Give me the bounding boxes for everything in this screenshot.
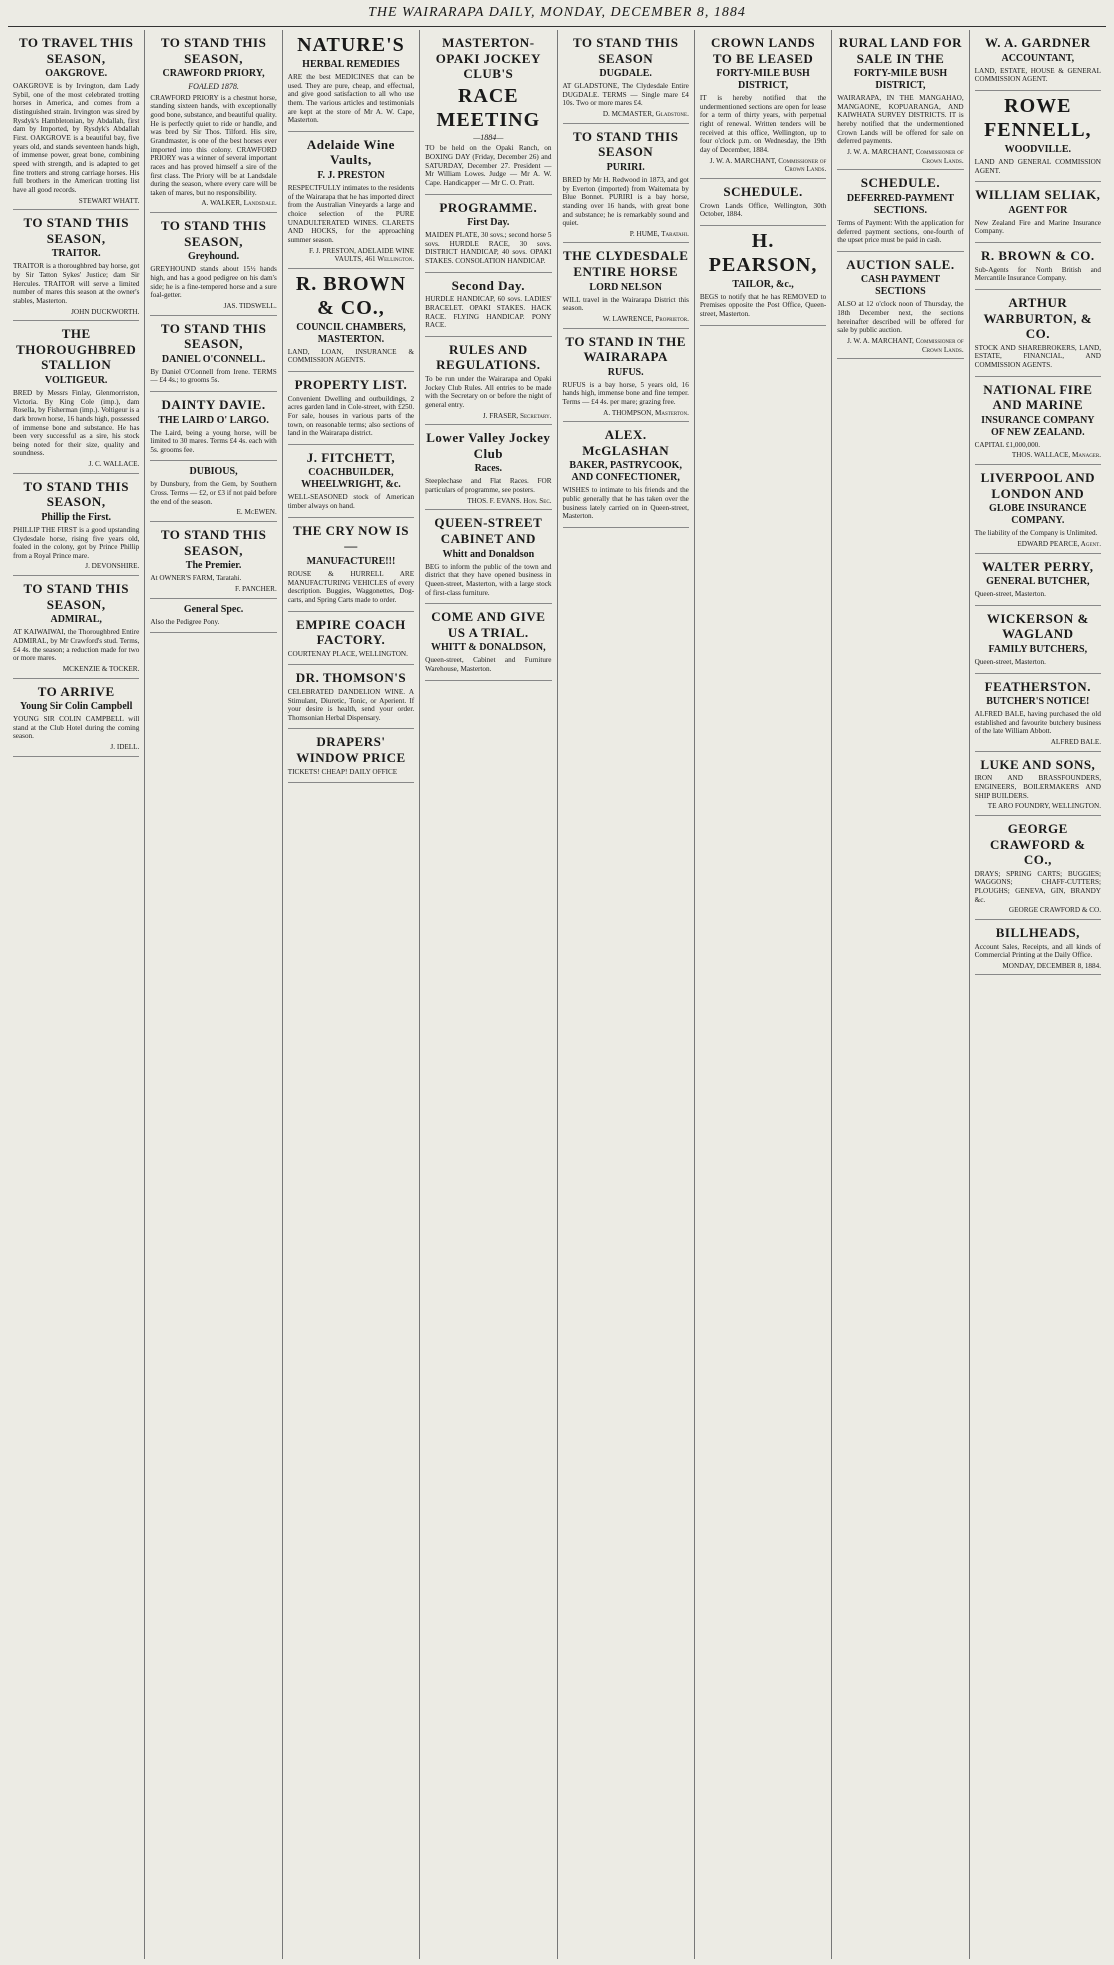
ad-body-text: CELEBRATED DANDELION WINE. A Stimulant, Diuretic, Tonic, or Aperient. If your desire is health, send your order. Thomsonian Herbal Dispensary. — [287, 687, 415, 722]
ad-heading: MASTERTON-OPAKI JOCKEY CLUB'S — [435, 35, 541, 82]
ad-body-text: Queen-street, Cabinet and Furniture Warehouse, Masterton. — [425, 656, 552, 673]
ad-signature: J. C. WALLACE. — [88, 460, 140, 469]
ad-subheading: WHITT & DONALDSON, — [431, 642, 546, 654]
ad-heading: DRAPERS' WINDOW PRICE — [296, 734, 406, 766]
advertisement — [288, 372, 414, 445]
ad-subheading: MANUFACTURE!!! — [306, 555, 396, 567]
advertisement — [13, 474, 139, 576]
advertisement — [288, 269, 414, 372]
ad-body-text: by Dunsbury, from the Gem, by Southern Cross. Terms — £2, or £3 if not paid before the end of the season. — [150, 480, 277, 506]
ad-heading: NATIONAL FIRE AND MARINE — [983, 381, 1093, 413]
advertisement — [563, 329, 689, 423]
ad-signature: TE ARO FOUNDRY, WELLINGTON. — [987, 802, 1101, 811]
ad-display-title: H. PEARSON, — [708, 229, 818, 276]
ad-subheading: General Spec. — [183, 603, 244, 615]
ad-signature: E. McEWEN. — [236, 508, 277, 517]
ad-body-text: DRAYS; SPRING CARTS; BUGGIES; WAGGONS; CHAFF-CUTTERS; PLOUGHS; GENEVA, GIN, BRANDY &c. — [974, 869, 1101, 904]
advertisement — [700, 30, 826, 179]
ad-subheading: LORD NELSON — [589, 281, 662, 293]
ad-body-text: Steeplechase and Flat Races. FOR particulars of programme, see posters. — [425, 477, 552, 495]
ad-signature: EDWARD PEARCE, Agent. — [1017, 539, 1101, 548]
ad-subheading: ACCOUNTANT, — [1001, 52, 1075, 64]
ad-body-text: Convenient Dwelling and outbuildings, 2 acres garden land in Cole-street, with £250. For sale, houses in various parts of the town, on reasonable terms; also sections of land in the Wairarapa district. — [287, 394, 415, 438]
advertisement — [563, 422, 689, 528]
ad-body-text: New Zealand Fire and Marine Insurance Company. — [974, 218, 1101, 236]
ad-heading: R. BROWN & CO. — [981, 248, 1095, 264]
advertisement — [837, 170, 963, 252]
ad-signature: J. DEVONSHIRE. — [85, 562, 140, 571]
ad-subheading: INSURANCE COMPANY OF NEW ZEALAND. — [981, 414, 1095, 438]
ad-subheading: DANIEL O'CONNELL. — [161, 353, 266, 365]
advertisement — [288, 729, 414, 783]
advertisement — [975, 816, 1101, 920]
advertisement — [563, 30, 689, 124]
ad-signature: W. LAWRENCE, Proprietor. — [602, 314, 689, 323]
ad-heading: TO ARRIVE — [37, 683, 115, 699]
ad-body-text: CRAWFORD PRIORY is a chestnut horse, standing sixteen hands, with exceptionally good bone, substance, and beautiful quality. He is perfectly quiet to ride or handle, and was bred by Sir Thos. Tilford. His sire, Grandmaster, is one of the best horses ever imported into this colony. CRAWFORD PRIORY was a winner of several important races and has proved himself a sire of the first class. The Priory will be at Landsdale during the season, where every care will be taken of mares, but no responsibility. — [150, 93, 277, 197]
ad-heading: TO STAND THIS SEASON, — [23, 581, 129, 612]
ad-heading: SCHEDULE. — [723, 183, 803, 199]
advertisement — [975, 920, 1101, 976]
ad-heading: RURAL LAND FOR SALE IN THE — [838, 35, 963, 66]
ad-body-text: AT GLADSTONE, The Clydesdale Entire DUGDALE. TERMS — Single mare £4 10s. Two or more mares £4. — [562, 82, 689, 108]
advertisement — [288, 665, 414, 729]
column-4 — [420, 30, 557, 1959]
advertisement — [975, 606, 1101, 674]
ad-body-text: YOUNG SIR COLIN CAMPBELL will stand at the Club Hotel during the coming season. — [13, 715, 140, 741]
ad-body-text: BRED by Mr H. Redwood in 1873, and got by Everton (imported) from Waitemata by Blue Bonnet. PURIRI is a bay horse, standing over 16 hands, with great bone and substance; he is remarkably sound and quiet. — [562, 175, 689, 228]
ad-signature: ALFRED BALE. — [1050, 738, 1101, 747]
ad-heading: WILLIAM SELIAK, — [975, 187, 1101, 203]
ad-body-text: IT is hereby notified that the undermentioned sections are open for lease for a term of thirty years, with perpetual right of renewal. Written tenders will be received at this office, Wellington, up to four o'clock p.m. on Wednesday, the 19th day of December, 1884. — [699, 94, 827, 155]
advertisement — [288, 612, 414, 666]
ad-display-title: ROWE FENNELL, — [984, 94, 1092, 141]
ad-body-text: BRED by Messrs Finlay, Glenmorriston, Victoria. By King Cole (imp.), dam Rosella, by Fisherman (imp.). Voltigeur is a dark brown horse, 16 hands high, possessed of immense bone and substance. He has been very successful as a sire, his stock being noted for their size, quality and soundness. — [13, 388, 140, 458]
advertisement — [288, 132, 414, 269]
ad-heading: ARTHUR WARBURTON, & CO. — [983, 294, 1093, 342]
advertisement — [975, 182, 1101, 243]
advertisement — [150, 461, 276, 522]
ad-heading: COME AND GIVE US A TRIAL. — [431, 609, 546, 640]
ad-subheading: Phillip the First. — [41, 511, 112, 523]
ad-signature: J. IDELL. — [110, 743, 140, 752]
advertisement — [700, 226, 826, 326]
ad-heading: TO STAND IN THE WAIRARAPA — [565, 333, 686, 365]
ad-subheading: FORTY-MILE BUSH DISTRICT, — [853, 68, 948, 92]
ad-subheading: GLOBE INSURANCE COMPANY. — [989, 503, 1087, 527]
ad-body-text: BEG to inform the public of the town and district that they have opened business in Queen-street, Masterton, with a large stock of first-class furniture. — [425, 562, 552, 597]
ad-heading: DR. THOMSON'S — [295, 670, 407, 686]
ad-heading: WICKERSON & WAGLAND — [986, 610, 1089, 642]
advertisement — [150, 599, 276, 634]
ad-subheading: DUBIOUS, — [189, 466, 238, 478]
ad-body-text: IRON AND BRASSFOUNDERS, ENGINEERS, BOILERMAKERS AND SHIP BUILDERS. — [974, 774, 1101, 800]
column-5 — [558, 30, 695, 1959]
ad-heading: DAINTY DAVIE. — [161, 396, 266, 412]
ad-signature: J. W. A. MARCHANT, Commissioner of Crown Lands. — [847, 148, 964, 165]
ad-body-text: AT KAIWAIWAI, the Thoroughbred Entire ADMIRAL, by Mr Crawford's stud. Terms, £4 4s. the season; a reduction made for two or more mares. — [13, 628, 140, 663]
ad-subheading: RUFUS. — [607, 366, 644, 378]
ad-subheading: F. J. PRESTON — [317, 170, 385, 182]
ad-subheading: DEFERRED-PAYMENT SECTIONS. — [846, 192, 955, 216]
advertisement — [563, 243, 689, 328]
ad-body-text: WILL travel in the Wairarapa District this season. — [562, 295, 689, 313]
ad-note: —1884— — [473, 132, 504, 142]
advertisement — [975, 290, 1101, 377]
ad-body-text: TO be held on the Opaki Ranch, on BOXING DAY (Friday, December 26) and SATURDAY, December 27. President — Mr William Lowes. Judge — Mr A. W. Cape. Handicapper — Mr C. O. Pratt. — [425, 144, 552, 187]
advertisement — [975, 243, 1101, 290]
ad-body-text: BEGS to notify that he has REMOVED to Premises opposite the Post Office, Queen-street, Masterton. — [699, 292, 827, 319]
ad-body-text: ALSO at 12 o'clock noon of Thursday, the 18th December next, the sections hereinafter described will be offered for sale by public auction. — [837, 300, 964, 335]
advertisement — [425, 425, 551, 510]
ad-body-text: TICKETS! CHEAP! DAILY OFFICE — [287, 767, 398, 776]
ad-subheading: ADMIRAL, — [50, 614, 102, 626]
ad-subheading: PURIRI. — [606, 161, 645, 173]
ad-heading: RULES AND REGULATIONS. — [436, 341, 541, 373]
ad-body-text: WAIRARAPA, IN THE MANGAHAO, MANGAONE, KOPUARANGA, AND KAIWHATA SURVEY DISTRICTS. IT is hereby notified that the undermentioned Crown Lands will be offered for sale on deferred payments. — [837, 94, 964, 146]
advertisement — [288, 30, 414, 132]
column-2 — [145, 30, 282, 1959]
ad-signature: JAS. TIDSWELL. — [223, 301, 277, 310]
ad-signature: THOS. F. EVANS. Hon. Sec. — [467, 496, 552, 505]
advertisement — [13, 210, 139, 321]
advertisement — [13, 30, 139, 210]
ad-heading: TO STAND THIS SEASON, — [160, 527, 267, 558]
ad-signature: D. MCMASTER, Gladstone. — [602, 110, 689, 119]
ad-signature: F. J. PRESTON, ADELAIDE WINE VAULTS, 461 Wellington. — [308, 246, 415, 264]
ad-display-title: R. BROWN & CO., — [295, 272, 407, 319]
advertisement — [425, 604, 551, 680]
ad-body-text: Crown Lands Office, Wellington, 30th October, 1884. — [699, 201, 827, 219]
ad-body-text: The liability of the Company is Unlimited. — [974, 529, 1098, 538]
advertisement — [837, 252, 963, 359]
ad-signature: J. FRASER, Secretary. — [482, 411, 552, 420]
ad-body-text: STOCK AND SHAREBROKERS, LAND, ESTATE, FINANCIAL, AND COMMISSION AGENTS. — [974, 343, 1101, 369]
ad-heading: TO STAND THIS SEASON, — [160, 320, 267, 352]
ad-signature: JOHN DUCKWORTH. — [71, 307, 140, 316]
ad-body-text: TRAITOR is a thoroughbred bay horse, got by Sir Tatton Sykes' Justice; dam Sir Hercules. TRAITOR will serve a limited number of mares this season at the owner's stables, Masterton. — [13, 262, 140, 305]
advertisement — [425, 337, 551, 425]
ad-subheading: Races. — [474, 463, 503, 475]
advertisement — [975, 91, 1101, 182]
ad-subheading: BAKER, PASTRYCOOK, AND CONFECTIONER, — [569, 460, 682, 484]
advertisement — [425, 510, 551, 604]
ad-subheading: THE LAIRD O' LARGO. — [158, 414, 269, 426]
advertisement — [975, 674, 1101, 752]
masthead — [8, 0, 1106, 27]
ad-heading: THE CLYDESDALE ENTIRE HORSE — [563, 248, 689, 280]
advertisement — [563, 124, 689, 244]
ad-subheading: COUNCIL CHAMBERS, MASTERTON. — [296, 321, 406, 345]
ad-body-text: At OWNER'S FARM, Taratahi. — [150, 574, 242, 583]
ad-body-text: Terms of Payment: With the application for deferred payment sections, one-fourth of the upset price must be paid in cash. — [837, 218, 964, 245]
ad-heading: FEATHERSTON. — [984, 678, 1091, 694]
ad-body-text: LAND, ESTATE, HOUSE & GENERAL COMMISSION AGENT. — [974, 66, 1101, 84]
ad-signature: A. THOMPSON, Masterton. — [603, 408, 689, 417]
advertisement — [425, 195, 551, 273]
ad-heading: TO STAND THIS SEASON — [572, 35, 679, 66]
ad-heading: SCHEDULE. — [860, 175, 941, 191]
column-7 — [832, 30, 969, 1959]
ad-subheading: HERBAL REMEDIES — [302, 59, 400, 70]
ad-body-text: RESPECTFULLY intimates to the residents of the Wairarapa that he has imported direct from the Australian Vineyards a large and choice selection of the PURE UNADULTERATED WINES. CLARETS AND HOCKS, for the approaching summer season. — [287, 184, 415, 244]
ad-heading: Adelaide Wine Vaults, — [306, 136, 395, 168]
ad-subheading: AGENT FOR — [1008, 204, 1068, 216]
ad-display-title: RACE MEETING — [436, 84, 541, 131]
ad-heading: Second Day. — [451, 277, 526, 293]
columns — [8, 30, 1106, 1959]
ad-heading: TO STAND THIS SEASON, — [23, 478, 129, 510]
ad-heading: EMPIRE COACH FACTORY. — [296, 616, 406, 648]
ad-body-text: RUFUS is a bay horse, 5 years old, 16 hands high, immense bone and fine temper. Terms — £4 4s. per mare; grazing free. — [562, 380, 689, 406]
ad-subheading: COACHBUILDER, WHEELWRIGHT, &c. — [301, 467, 401, 491]
ad-heading: TO STAND THIS SEASON, — [160, 35, 267, 66]
masthead-title: THE WAIRARAPA DAILY, MONDAY, DECEMBER 8, 1884 — [368, 5, 746, 20]
ad-heading: LUKE AND SONS, — [980, 756, 1096, 772]
ad-heading: TO STAND THIS SEASON, — [160, 218, 267, 249]
ad-heading: AUCTION SALE. — [846, 256, 955, 272]
advertisement — [425, 273, 551, 337]
ad-heading: WALTER PERRY, — [982, 558, 1094, 574]
advertisement — [975, 465, 1101, 553]
ad-body-text: ROUSE & HURRELL ARE MANUFACTURING VEHICLES of every description. Buggies, Waggonettes, Dog-carts, and Spring Carts made to order. — [287, 569, 415, 604]
ad-subheading: The Premier. — [185, 560, 242, 572]
column-8 — [970, 30, 1106, 1959]
ad-body-text: To be run under the Wairarapa and Opaki Jockey Club Rules. All entries to be made with the Secretary on or before the night of general entry. — [425, 375, 552, 409]
ad-body-text: LAND, LOAN, INSURANCE & COMMISSION AGENTS. — [287, 347, 415, 365]
advertisement — [13, 321, 139, 474]
ad-body-text: MAIDEN PLATE, 30 sovs.; second horse 5 sovs. HURDLE RACE, 30 sovs. DISTRICT HANDICAP, 40 sovs. OPAKI STAKES. CONSOLATION HANDICAP. — [425, 231, 552, 266]
ad-signature: GEORGE CRAWFORD & CO. — [1008, 906, 1101, 915]
advertisement — [150, 316, 276, 392]
ad-signature: J. W. A. MARCHANT, Commissioner of Crown Lands. — [709, 156, 827, 174]
ad-subheading: Whitt and Donaldson — [442, 548, 535, 560]
ad-subheading: VOLTIGEUR. — [44, 374, 108, 386]
ad-subheading: Greyhound. — [187, 251, 240, 263]
advertisement — [150, 213, 276, 315]
advertisement — [288, 445, 414, 518]
ad-subheading: FAMILY BUTCHERS, — [988, 643, 1088, 655]
advertisement — [288, 518, 414, 612]
ad-subheading: WOODVILLE. — [1004, 143, 1072, 155]
ad-signature: F. PANCHER. — [235, 584, 277, 593]
advertisement — [975, 30, 1101, 91]
ad-subheading: DUGDALE. — [599, 68, 652, 80]
ad-heading: PROPERTY LIST. — [294, 377, 408, 393]
ad-body-text: ALFRED BALE, having purchased the old established and favourite butchery business of the late William Abbott. — [974, 710, 1101, 736]
ad-body-text: By Daniel O'Connell from Irene. TERMS — £4 4s.; to grooms 5s. — [150, 367, 277, 385]
ad-body-text: GREYHOUND stands about 15½ hands high, and has a good pedigree on his dam's side; he is a fine-tempered horse and a sure foal-getter. — [150, 265, 277, 300]
ad-body-text: Also the Pedigree Pony. — [150, 617, 220, 626]
ad-heading: TO STAND THIS SEASON, — [23, 215, 129, 246]
ad-heading: ALEX. McGLASHAN — [582, 427, 670, 458]
ad-body-text: The Laird, being a young horse, will be limited to 30 mares. Terms £4 4s. each with 5s. grooms fee. — [150, 428, 277, 454]
ad-subheading: TRAITOR. — [51, 248, 101, 260]
ad-signature: A. WALKER, Landsdale. — [201, 199, 277, 208]
ad-signature: THOS. WALLACE, Manager. — [1011, 451, 1101, 460]
ad-body-text: OAKGROVE is by Irvington, dam Lady Sybil, one of the most celebrated trotting horses in America, and comes from a distinguished strain. Irvington was sired by Rysdyk's Hambletonian, by Abdallah, first dam by Imported, by Rysdyk's Abdallah First. OAKGROVE is a beautiful bay, five years old, and stands seventeen hands high, of immense power, great bone, combining speed with strength, and is adapted to get fine trotters and strong carriage horses. His full brothers in the American trotting list have all good records. — [13, 82, 140, 194]
ad-signature: STEWART WHATT. — [78, 196, 140, 205]
advertisement — [837, 30, 963, 170]
advertisement — [150, 522, 276, 598]
ad-subheading: FORTY-MILE BUSH DISTRICT, — [716, 68, 810, 92]
ad-heading: GEORGE CRAWFORD & CO., — [989, 820, 1086, 868]
advertisement — [13, 576, 139, 678]
advertisement — [975, 554, 1101, 606]
ad-note: FOALED 1878. — [188, 82, 239, 92]
ad-heading: W. A. GARDNER — [984, 35, 1091, 50]
ad-body-text: WISHES to intimate to his friends and the public generally that he has taken over the business lately carried on in Queen-street, Masterton. — [562, 486, 689, 521]
ad-body-text: HURDLE HANDICAP, 60 sovs. LADIES' BRACELET. OPAKI STAKES. HACK RACE. FLYING HANDICAP. PONY RACE. — [425, 295, 552, 330]
ad-signature: MCKENZIE & TOCKER. — [62, 664, 140, 673]
ad-subheading: GENERAL BUTCHER, — [986, 576, 1090, 588]
ad-heading: PROGRAMME. — [439, 199, 538, 215]
ad-body-text: Queen-street, Masterton. — [974, 590, 1046, 599]
ad-heading: TO STAND THIS SEASON — [572, 128, 679, 160]
ad-body-text: Sub-Agents for North British and Mercantile Insurance Company. — [974, 265, 1101, 283]
ad-subheading: OAKGROVE. — [45, 68, 108, 80]
ad-heading: J. FITCHETT, — [306, 449, 396, 465]
ad-subheading: Young Sir Colin Campbell — [20, 701, 133, 713]
ad-subheading: BUTCHER'S NOTICE! — [986, 696, 1090, 708]
ad-signature: P. HUME, Taratahi. — [629, 229, 689, 238]
advertisement — [975, 377, 1101, 465]
ad-heading: BILLHEADS, — [995, 924, 1080, 940]
ad-heading: LIVERPOOL AND LONDON AND — [980, 470, 1096, 501]
ad-signature: MONDAY, DECEMBER 8, 1884. — [1002, 961, 1101, 970]
advertisement — [425, 30, 551, 195]
ad-body-text: CAPITAL £1,000,000. — [974, 440, 1041, 449]
ad-body-text: Account Sales, Receipts, and all kinds of Commercial Printing at the Daily Office. — [974, 942, 1101, 960]
advertisement — [700, 179, 826, 226]
ad-subheading: CRAWFORD PRIORY, — [162, 68, 265, 80]
ad-body-text: COURTENAY PLACE, WELLINGTON. — [287, 649, 408, 658]
advertisement — [150, 30, 276, 213]
ad-signature: J. W. A. MARCHANT, Commissioner of Crown Lands. — [847, 336, 964, 354]
ad-body-text: ARE the best MEDICINES that can be used. They are pure, cheap, and effectual, and give good satisfaction to all who use them. The various articles and testimonials are kept at the store of Mr A. W. Cape, Masterton. — [287, 73, 415, 125]
ad-heading: TO TRAVEL THIS SEASON, — [18, 35, 134, 66]
ad-heading: QUEEN-STREET CABINET AND — [434, 515, 543, 546]
ad-heading: CROWN LANDS TO BE LEASED — [711, 35, 816, 66]
ad-body-text: LAND AND GENERAL COMMISSION AGENT. — [974, 157, 1101, 175]
ad-body-text: WELL-SEASONED stock of American timber always on hand. — [287, 493, 415, 511]
ad-heading: THE CRY NOW IS— — [292, 522, 409, 554]
advertisement — [975, 752, 1101, 816]
ad-heading: Lower Valley Jockey Club — [426, 430, 551, 461]
column-1 — [8, 30, 145, 1959]
advertisement — [150, 392, 276, 462]
ad-body-text: PHILLIP THE FIRST is a good upstanding Clydesdale horse, rising five years old, foaled in the colony, got by Prince Phillip from a Royal Prince mare. — [13, 525, 140, 560]
ad-display-title: NATURE'S — [297, 34, 405, 56]
ad-body-text: Queen-street, Masterton. — [974, 657, 1046, 666]
advertisement — [13, 679, 139, 757]
column-6 — [695, 30, 832, 1959]
column-3 — [283, 30, 420, 1959]
ad-subheading: First Day. — [467, 217, 510, 229]
ad-subheading: TAILOR, &c., — [732, 278, 794, 290]
ad-heading: THE THOROUGHBRED STALLION — [16, 326, 137, 373]
ad-subheading: CASH PAYMENT SECTIONS — [860, 274, 941, 298]
